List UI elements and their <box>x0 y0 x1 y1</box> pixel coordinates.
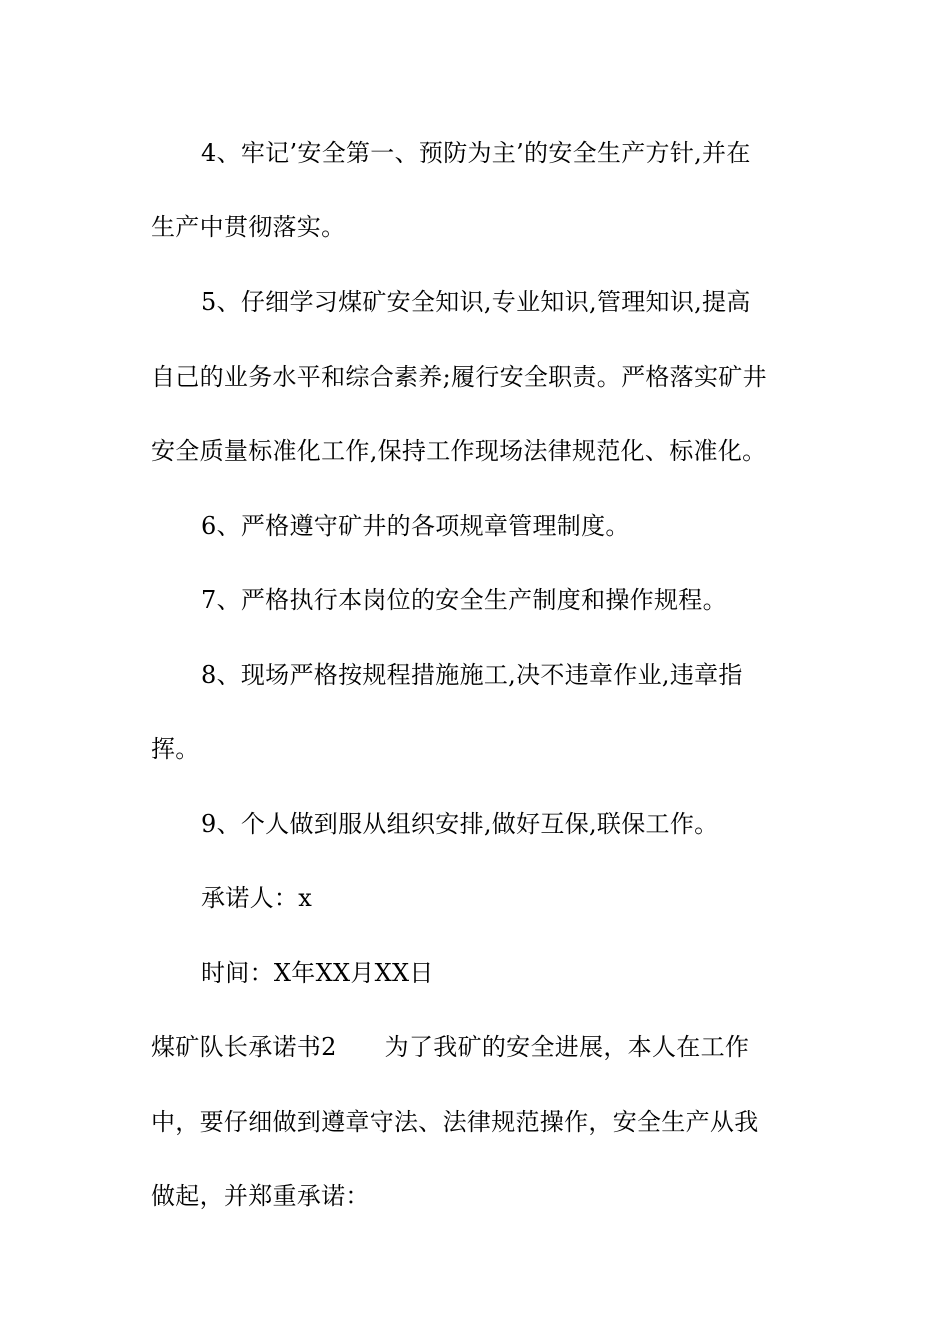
section-2-heading: 煤矿队长承诺书2 <box>151 1033 337 1061</box>
paragraph-line: 安全质量标准化工作,保持工作现场法律规范化、标准化。 <box>151 437 767 465</box>
section-2-first-line <box>151 1032 811 1062</box>
paragraph-line: 做起，并郑重承诺： <box>151 1182 370 1210</box>
paragraph-line: 生产中贯彻落实。 <box>151 213 346 241</box>
paragraph-line: 6、严格遵守矿井的各项规章管理制度。 <box>201 512 630 540</box>
paragraph-line: 5、仔细学习煤矿安全知识,专业知识,管理知识,提高 <box>201 288 751 316</box>
paragraph-line: 8、现场严格按规程措施施工,决不违章作业,违章指 <box>201 661 743 689</box>
section-2-opening: 为了我矿的安全进展，本人在工作 <box>384 1033 750 1061</box>
paragraph-line: 挥。 <box>151 735 200 763</box>
date-line: 时间：X年XX月XX日 <box>201 959 434 987</box>
paragraph-line: 中，要仔细做到遵章守法、法律规范操作，安全生产从我 <box>151 1108 759 1136</box>
paragraph-line: 7、严格执行本岗位的安全生产制度和操作规程。 <box>201 586 727 614</box>
paragraph-line: 9、个人做到服从组织安排,做好互保,联保工作。 <box>201 810 719 838</box>
paragraph-line: 自己的业务水平和综合素养;履行安全职责。严格落实矿井 <box>151 363 767 391</box>
paragraph-line: 4、牢记’安全第一、预防为主’的安全生产方针,并在 <box>201 139 751 167</box>
signature-line: 承诺人：x <box>201 884 313 912</box>
